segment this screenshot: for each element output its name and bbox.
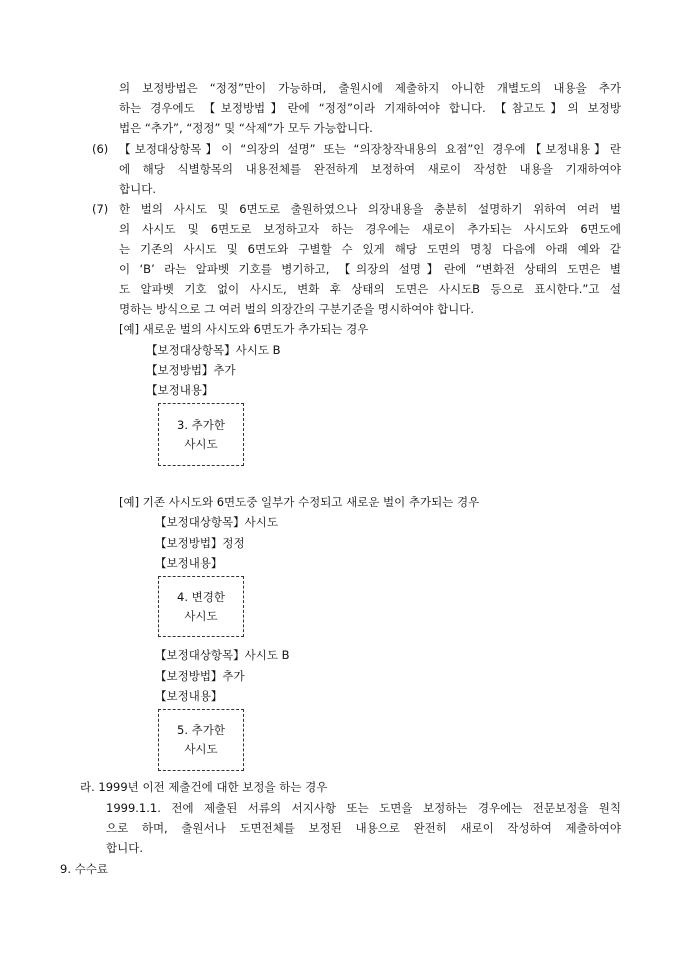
example1-drawing-box bbox=[158, 403, 244, 466]
example2-a-content: 【보정내용】 bbox=[155, 556, 223, 570]
example2-a-box-line-1: 4. 변경한 bbox=[177, 589, 225, 604]
item7-line-2: 의 사시도 및 6면도로 보정하고자 하는 경우에는 새로이 추가되는 사시도와 6면도에 bbox=[119, 222, 621, 236]
example2-b-method: 【보정방법】추가 bbox=[155, 669, 245, 683]
example1-target: 【보정대상항목】사시도 B bbox=[146, 343, 281, 357]
item6-line-2: 에 해당 식별항목의 내용전체를 완전하게 보정하여 새로이 작성한 내용을 기재하여야 bbox=[119, 162, 621, 176]
section-9-heading: 9. 수수료 bbox=[60, 862, 108, 876]
example2-b-target: 【보정대상항목】사시도 B bbox=[155, 648, 290, 662]
example2-a-drawing-box bbox=[158, 576, 244, 637]
example2-b-drawing-box bbox=[158, 709, 244, 771]
example1-box-line-2: 사시도 bbox=[184, 436, 218, 451]
example1-title: [예] 새로운 벌의 사시도와 6면도가 추가되는 경우 bbox=[119, 322, 369, 336]
item7-line-1: 한 벌의 사시도 및 6면도로 출원하였으나 의장내용을 충분히 설명하기 위하여 여러 벌 bbox=[119, 202, 621, 216]
section-ra-line-3: 합니다. bbox=[106, 841, 143, 855]
example1-box-line-1: 3. 추가한 bbox=[177, 417, 225, 432]
item7-number: (7) bbox=[92, 202, 109, 216]
intro-line-3: 법은 “추가”, “정정” 및 “삭제”가 모두 가능합니다. bbox=[119, 121, 373, 135]
item7-line-6: 명하는 방식으로 그 여러 벌의 의장간의 구분기준을 명시하여야 합니다. bbox=[119, 302, 475, 316]
intro-line-2: 하는 경우에도 【보정방법】란에 “정정”이라 기재하여야 합니다. 【참고도】의 보정방 bbox=[119, 101, 621, 115]
intro-line-1: 의 보정방법은 “정정”만이 가능하며, 출원시에 제출하지 아니한 개별도의 내용을 추가 bbox=[119, 81, 621, 95]
example2-b-box-line-2: 사시도 bbox=[184, 742, 218, 756]
example2-b-box-line-1: 5. 추가한 bbox=[177, 723, 225, 737]
section-ra-line-2: 으로 하며, 출원서나 도면전체를 보정된 내용으로 완전히 새로이 작성하여 제출하여야 bbox=[106, 821, 621, 835]
example2-a-method: 【보정방법】정정 bbox=[155, 536, 245, 550]
example2-a-box-line-2: 사시도 bbox=[184, 608, 218, 623]
example1-method: 【보정방법】추가 bbox=[146, 363, 236, 377]
section-ra-heading: 라. 1999년 이전 제출건에 대한 보정을 하는 경우 bbox=[80, 780, 328, 794]
example2-a-target: 【보정대상항목】사시도 bbox=[155, 515, 278, 529]
item6-line-3: 합니다. bbox=[119, 182, 156, 196]
example1-content: 【보정내용】 bbox=[146, 383, 214, 397]
item6-number: (6) bbox=[92, 142, 109, 156]
section-ra-line-1: 1999.1.1. 전에 제출된 서류의 서지사항 또는 도면을 보정하는 경우에는 전문보정을 원칙 bbox=[106, 801, 621, 815]
example2-title: [예] 기존 사시도와 6면도중 일부가 수정되고 새로운 벌이 추가되는 경우 bbox=[119, 495, 480, 509]
item6-line-1: 【보정대상항목】이 “의장의 설명” 또는 “의장창작내용의 요점”인 경우에【보정내용】란 bbox=[119, 142, 621, 156]
item7-line-3: 는 기존의 사시도 및 6면도와 구별할 수 있게 해당 도면의 명칭 다음에 아래 예와 같 bbox=[119, 242, 621, 256]
example2-b-content: 【보정내용】 bbox=[155, 689, 223, 703]
item7-line-5: 도 알파벳 기호 없이 사시도, 변화 후 상태의 도면은 사시도B 등으로 표시한다.”고 설 bbox=[119, 282, 621, 296]
item7-line-4: 이 ‘B’ 라는 알파벳 기호를 병기하고, 【의장의 설명】란에 “변화전 상태의 도면은 별 bbox=[119, 262, 621, 276]
